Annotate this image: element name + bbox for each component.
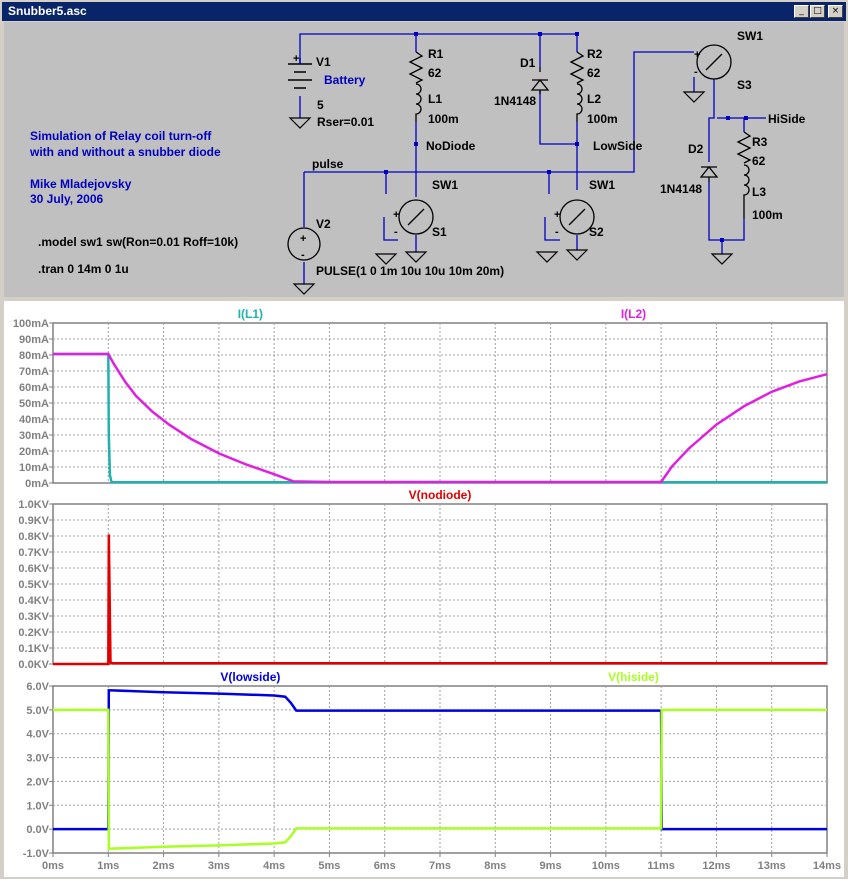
- d1-diode: [532, 67, 548, 94]
- s3-label: S3: [737, 78, 752, 92]
- x-tick-label: 0ms: [41, 860, 65, 872]
- y-tick-label: 0.6KV: [18, 563, 49, 575]
- s2-label: S2: [589, 225, 604, 239]
- waveform-pane[interactable]: [4, 301, 844, 877]
- s1-label: S1: [432, 225, 447, 239]
- svg-text:-: -: [694, 66, 698, 78]
- svg-text:-: -: [301, 249, 305, 261]
- legend-label: V(nodiode): [408, 488, 472, 502]
- legend-label: V(hiside): [608, 670, 659, 684]
- tran-directive: .tran 0 14m 0 1u: [38, 262, 129, 276]
- r3-resistor: [738, 132, 750, 163]
- v1-rser: Rser=0.01: [317, 115, 375, 129]
- svg-text:+: +: [694, 49, 701, 61]
- y-tick-label: 0.9KV: [18, 515, 49, 527]
- legend-label: V(lowside): [220, 670, 281, 684]
- model-directive: .model sw1 sw(Ron=0.01 Roff=10k): [38, 235, 239, 249]
- y-tick-label: 0.4KV: [18, 595, 49, 607]
- title-bar[interactable]: [2, 2, 846, 21]
- l1-label: L1: [428, 92, 443, 106]
- x-tick-label: 9ms: [539, 860, 562, 872]
- y-tick-label: 0.8KV: [18, 531, 49, 543]
- r3-value: 62: [752, 154, 766, 168]
- d1-value: 1N4148: [494, 94, 537, 108]
- svg-text:+: +: [554, 209, 561, 221]
- r2-resistor: [571, 52, 583, 83]
- s1-model: SW1: [432, 178, 459, 192]
- svg-text:-: -: [394, 226, 398, 238]
- x-tick-label: 12ms: [702, 860, 731, 872]
- y-tick-label: 0.0KV: [18, 659, 49, 671]
- y-tick-label: 4.0V: [26, 728, 49, 741]
- y-tick-label: 0mA: [25, 478, 49, 490]
- x-tick-label: 7ms: [428, 860, 452, 872]
- svg-text:-: -: [555, 226, 559, 238]
- y-tick-label: 10mA: [19, 462, 49, 474]
- schematic-comment: [29, 129, 221, 206]
- l2-value: 100m: [587, 112, 618, 126]
- waveform-canvas[interactable]: [4, 301, 844, 877]
- l3-label: L3: [752, 185, 767, 199]
- y-tick-label: 0.1KV: [18, 643, 49, 655]
- window-title: Snubber5.asc: [8, 4, 87, 18]
- x-tick-label: 11ms: [647, 860, 675, 872]
- d1-label: D1: [520, 56, 536, 70]
- x-tick-label: 5ms: [318, 860, 341, 872]
- y-tick-label: 6.0V: [26, 681, 49, 693]
- svg-text:+: +: [300, 233, 307, 245]
- maximize-button[interactable]: □: [810, 5, 825, 18]
- x-tick-label: 1ms: [97, 860, 120, 872]
- y-tick-label: 30mA: [19, 430, 49, 442]
- r2-label: R2: [587, 47, 603, 61]
- legend-label: I(L1): [237, 307, 264, 321]
- x-tick-label: 2ms: [152, 860, 175, 872]
- l1-value: 100m: [428, 112, 459, 126]
- l2-inductor: [577, 84, 582, 122]
- y-tick-label: 0.7KV: [18, 547, 49, 559]
- pulse-net-label: pulse: [312, 157, 344, 171]
- wire-junctions: [384, 32, 748, 242]
- y-tick-label: 40mA: [19, 414, 49, 426]
- y-tick-label: 0.2KV: [18, 627, 49, 639]
- x-tick-label: 14ms: [812, 860, 842, 872]
- svg-text:with and without a snubber dio: with and without a snubber diode: [30, 145, 221, 159]
- y-tick-label: 70mA: [19, 366, 49, 378]
- y-tick-label: 0.5KV: [18, 579, 49, 591]
- y-tick-label: 60mA: [19, 382, 49, 394]
- y-tick-label: 0.0V: [26, 824, 49, 837]
- l1-inductor: [416, 84, 421, 122]
- lowside-net-label: LowSide: [593, 139, 643, 153]
- svg-text:+: +: [293, 53, 300, 65]
- y-tick-label: 90mA: [19, 334, 49, 346]
- r1-value: 62: [428, 66, 442, 80]
- x-tick-label: 6ms: [373, 860, 396, 872]
- r1-label: R1: [428, 47, 444, 61]
- y-tick-label: 1.0V: [26, 800, 49, 813]
- d2-diode: [701, 167, 717, 182]
- y-tick-label: 1.0KV: [18, 499, 49, 511]
- y-tick-label: 5.0V: [26, 704, 49, 717]
- r3-label: R3: [752, 135, 768, 149]
- x-tick-label: 13ms: [757, 860, 786, 872]
- battery-symbol[interactable]: [288, 58, 312, 88]
- x-tick-label: 8ms: [484, 860, 507, 872]
- v1-value: 5: [317, 98, 324, 112]
- schematic-canvas[interactable]: [4, 22, 844, 297]
- l2-label: L2: [587, 92, 602, 106]
- legend-label: I(L2): [620, 307, 647, 321]
- y-tick-label: -1.0V: [22, 848, 49, 860]
- svg-text:Simulation of Relay coil turn-: Simulation of Relay coil turn-off: [30, 129, 212, 143]
- minimize-button[interactable]: _: [794, 5, 809, 18]
- s3-model: SW1: [737, 29, 764, 43]
- svg-text:Mike Mladejovsky: Mike Mladejovsky: [30, 177, 132, 191]
- r2-value: 62: [587, 66, 601, 80]
- y-tick-label: 0.3KV: [18, 611, 49, 623]
- d2-value: 1N4148: [660, 182, 703, 196]
- v1-label: V1: [316, 55, 331, 69]
- y-tick-label: 50mA: [19, 398, 49, 410]
- hiside-net-label: HiSide: [768, 112, 806, 126]
- d2-label: D2: [688, 142, 704, 156]
- svg-text:+: +: [393, 209, 400, 221]
- y-tick-label: 100mA: [12, 318, 49, 330]
- v2-value: PULSE(1 0 1m 10u 10u 10m 20m): [316, 264, 505, 278]
- y-tick-label: 80mA: [19, 350, 49, 362]
- svg-text:30 July, 2006: 30 July, 2006: [30, 192, 104, 206]
- l3-value: 100m: [752, 208, 783, 222]
- y-tick-label: 20mA: [19, 446, 49, 458]
- schematic-pane[interactable]: [4, 22, 844, 297]
- v2-label: V2: [316, 217, 331, 231]
- y-tick-label: 2.0V: [26, 776, 49, 789]
- r1-resistor: [410, 52, 422, 83]
- battery-label: Battery: [324, 73, 366, 87]
- close-button[interactable]: ×: [828, 5, 843, 18]
- nodiode-net-label: NoDiode: [426, 139, 476, 153]
- l3-inductor: [744, 165, 749, 219]
- x-tick-label: 10ms: [591, 860, 620, 872]
- x-tick-label: 3ms: [207, 860, 230, 872]
- x-tick-label: 4ms: [263, 860, 286, 872]
- s2-model: SW1: [589, 178, 616, 192]
- y-tick-label: 3.0V: [26, 752, 49, 765]
